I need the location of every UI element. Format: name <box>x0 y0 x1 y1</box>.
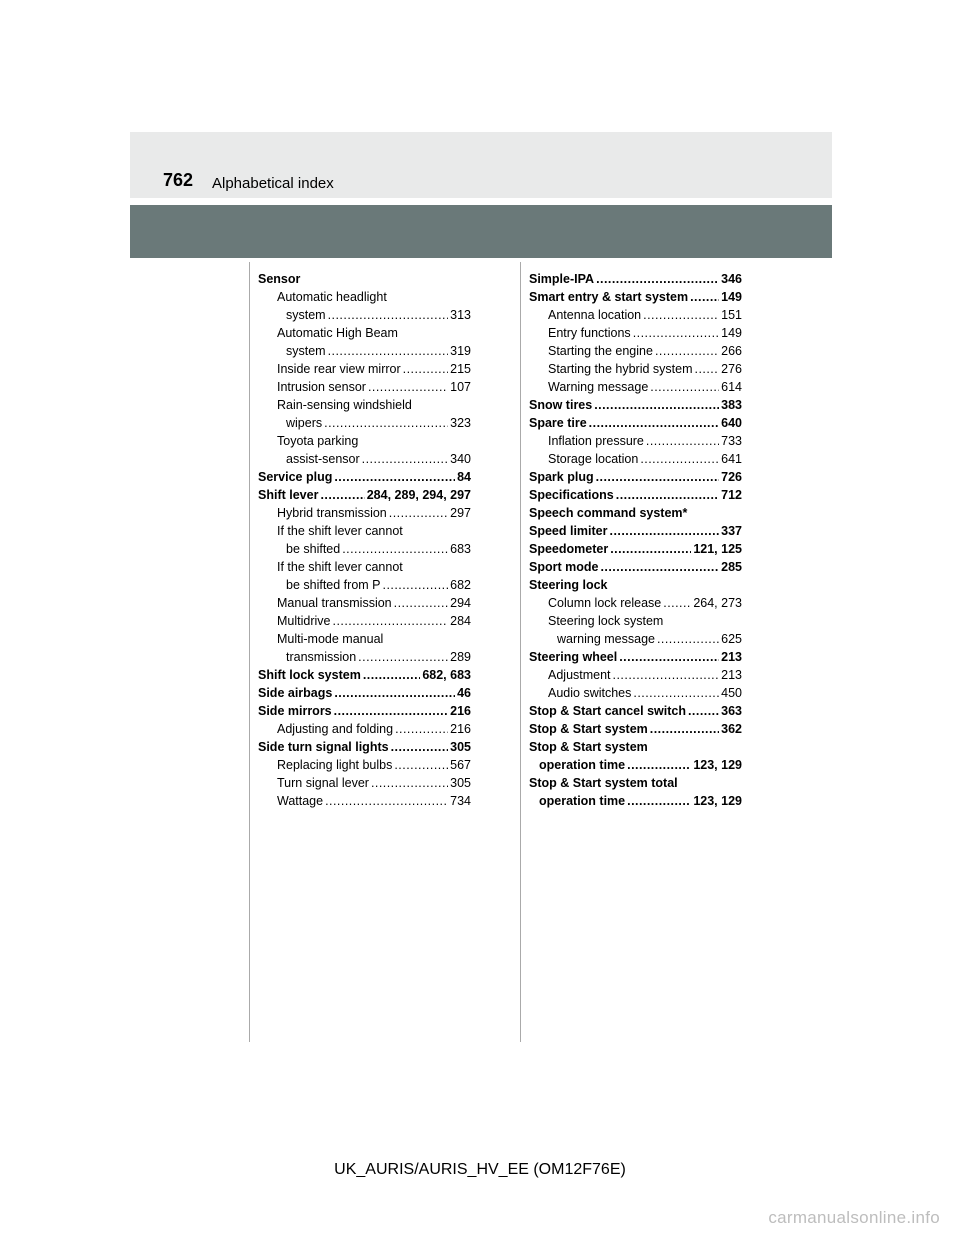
index-column-left <box>258 270 471 810</box>
index-entry <box>529 756 742 774</box>
dot-leader <box>633 684 719 702</box>
index-term: Starting the engine <box>548 344 653 358</box>
index-term: Replacing light bulbs <box>277 758 393 772</box>
index-term: Stop & Start system <box>529 740 648 754</box>
index-entry <box>258 396 471 414</box>
index-term: Stop & Start system total <box>529 776 678 790</box>
index-entry <box>258 630 471 648</box>
page-reference[interactable]: 297 <box>450 506 471 520</box>
dot-leader <box>395 720 448 738</box>
dot-leader <box>328 342 449 360</box>
index-term: warning message <box>557 632 655 646</box>
index-entry <box>258 684 471 702</box>
page-reference[interactable]: 294 <box>450 596 471 610</box>
dot-leader <box>389 504 448 522</box>
page-reference[interactable]: 383 <box>721 398 742 412</box>
index-entry <box>258 576 471 594</box>
index-term: wipers <box>286 416 323 430</box>
index-term: Multi-mode manual <box>277 632 384 646</box>
index-entry <box>529 720 742 738</box>
index-entry <box>529 630 742 648</box>
index-term: Spark plug <box>529 470 594 484</box>
index-entry <box>529 522 742 540</box>
index-term: be shifted <box>286 542 341 556</box>
page-reference[interactable]: 450 <box>721 686 742 700</box>
index-term: Specifications <box>529 488 614 502</box>
dot-leader <box>368 378 448 396</box>
dot-leader <box>342 540 448 558</box>
index-entry <box>529 648 742 666</box>
index-entry <box>258 342 471 360</box>
index-entry <box>529 702 742 720</box>
index-entry <box>529 432 742 450</box>
dot-leader <box>616 486 719 504</box>
index-entry <box>258 432 471 450</box>
dot-leader <box>627 756 691 774</box>
page-reference[interactable]: 313 <box>450 308 471 322</box>
index-term: Sensor <box>258 272 301 286</box>
index-term: system <box>286 344 326 358</box>
index-entry <box>529 666 742 684</box>
index-entry <box>258 288 471 306</box>
page-reference[interactable]: 614 <box>721 380 742 394</box>
index-term: Antenna location <box>548 308 642 322</box>
page-reference[interactable]: 123, 129 <box>693 794 742 808</box>
dot-leader <box>627 792 691 810</box>
index-entry <box>258 414 471 432</box>
page-reference[interactable]: 289 <box>450 650 471 664</box>
index-term: Speech command system* <box>529 506 688 520</box>
index-term: Sport mode <box>529 560 599 574</box>
dot-leader <box>324 414 448 432</box>
index-entry <box>529 486 742 504</box>
dot-leader <box>371 774 448 792</box>
page-title: Alphabetical index <box>212 175 334 192</box>
index-entry <box>529 738 742 756</box>
index-term: Storage location <box>548 452 639 466</box>
index-term: Manual transmission <box>277 596 392 610</box>
page-reference[interactable]: 362 <box>721 722 742 736</box>
index-term: Automatic headlight <box>277 290 387 304</box>
page-reference[interactable]: 641 <box>721 452 742 466</box>
index-entry <box>258 468 471 486</box>
page-reference[interactable]: 683 <box>450 542 471 556</box>
index-term: Rain-sensing windshield <box>277 398 412 412</box>
dot-leader <box>320 486 364 504</box>
index-term: Stop & Start system <box>529 722 648 736</box>
index-term: Hybrid transmission <box>277 506 387 520</box>
index-entry <box>258 270 471 288</box>
index-entry <box>529 612 742 630</box>
page-reference[interactable]: 305 <box>450 740 471 754</box>
index-term: If the shift lever cannot <box>277 560 403 574</box>
index-term: Intrusion sensor <box>277 380 366 394</box>
index-entry <box>258 792 471 810</box>
index-entry <box>529 594 742 612</box>
index-entry <box>529 360 742 378</box>
page-reference[interactable]: 215 <box>450 362 471 376</box>
page-reference[interactable]: 123, 129 <box>693 758 742 772</box>
index-entry <box>529 558 742 576</box>
dot-leader <box>334 468 455 486</box>
index-entry <box>529 576 742 594</box>
index-entry <box>529 378 742 396</box>
page-reference[interactable]: 682, 683 <box>422 668 471 682</box>
index-entry <box>529 504 742 522</box>
index-term: Shift lock system <box>258 668 361 682</box>
index-entry <box>529 684 742 702</box>
index-entry <box>258 504 471 522</box>
page-reference[interactable]: 266 <box>721 344 742 358</box>
page-reference[interactable]: 216 <box>450 722 471 736</box>
index-entry <box>529 270 742 288</box>
index-term: Simple-IPA <box>529 272 595 286</box>
index-term: Speed limiter <box>529 524 608 538</box>
index-term: Steering wheel <box>529 650 618 664</box>
page-reference[interactable]: 305 <box>450 776 471 790</box>
index-term: Side turn signal lights <box>258 740 389 754</box>
dot-leader <box>690 288 719 306</box>
dot-leader <box>363 666 421 684</box>
index-entry <box>258 486 471 504</box>
dot-leader <box>589 414 719 432</box>
dot-leader <box>619 648 719 666</box>
index-entry <box>258 774 471 792</box>
index-term: Multidrive <box>277 614 331 628</box>
index-term: Audio switches <box>548 686 632 700</box>
page-reference[interactable]: 567 <box>450 758 471 772</box>
index-entry <box>529 396 742 414</box>
dot-leader <box>613 666 720 684</box>
page-reference[interactable]: 276 <box>721 362 742 376</box>
page-reference[interactable]: 121, 125 <box>693 542 742 556</box>
page-reference[interactable]: 625 <box>721 632 742 646</box>
page-reference[interactable]: 319 <box>450 344 471 358</box>
page-reference[interactable]: 346 <box>721 272 742 286</box>
index-term: Smart entry & start system <box>529 290 689 304</box>
dot-leader <box>650 378 719 396</box>
dot-leader <box>650 720 719 738</box>
index-term: Service plug <box>258 470 333 484</box>
index-entry <box>258 324 471 342</box>
dot-leader <box>403 360 449 378</box>
index-term: Speedometer <box>529 542 609 556</box>
page-reference[interactable]: 264, 273 <box>693 596 742 610</box>
index-column-right <box>529 270 742 810</box>
index-term: operation time <box>539 758 626 772</box>
index-term: Inside rear view mirror <box>277 362 401 376</box>
index-term: Side mirrors <box>258 704 332 718</box>
dot-leader <box>695 360 720 378</box>
dot-leader <box>633 324 719 342</box>
index-entry <box>529 414 742 432</box>
index-term: Warning message <box>548 380 649 394</box>
dot-leader <box>688 702 719 720</box>
left-column-divider <box>249 262 250 1042</box>
index-term: system <box>286 308 326 322</box>
page-reference[interactable]: 216 <box>450 704 471 718</box>
page-reference[interactable]: 733 <box>721 434 742 448</box>
dot-leader <box>325 792 448 810</box>
page-reference[interactable]: 107 <box>450 380 471 394</box>
index-entry <box>529 342 742 360</box>
page-reference[interactable]: 46 <box>457 686 471 700</box>
index-term: Shift lever <box>258 488 319 502</box>
page-reference[interactable]: 151 <box>721 308 742 322</box>
index-entry <box>529 468 742 486</box>
page-reference[interactable]: 726 <box>721 470 742 484</box>
index-term: Stop & Start cancel switch <box>529 704 686 718</box>
index-term: Steering lock system <box>548 614 664 628</box>
index-entry <box>529 306 742 324</box>
model-code-footer: UK_AURIS/AURIS_HV_EE (OM12F76E) <box>334 1161 626 1178</box>
page-reference[interactable]: 337 <box>721 524 742 538</box>
index-entry <box>258 378 471 396</box>
index-entry <box>258 306 471 324</box>
dot-leader <box>655 342 719 360</box>
dot-leader <box>610 540 691 558</box>
index-entry <box>529 540 742 558</box>
page-reference[interactable]: 285 <box>721 560 742 574</box>
index-term: Adjustment <box>548 668 611 682</box>
watermark: carmanualsonline.info <box>768 1208 940 1227</box>
index-term: Column lock release <box>548 596 662 610</box>
index-entry <box>258 738 471 756</box>
page-reference[interactable]: 213 <box>721 650 742 664</box>
index-entry <box>258 702 471 720</box>
page-reference[interactable]: 284 <box>450 614 471 628</box>
page-reference[interactable]: 84 <box>457 470 471 484</box>
index-term: Snow tires <box>529 398 593 412</box>
index-term: Wattage <box>277 794 324 808</box>
dot-leader <box>657 630 719 648</box>
index-entry <box>258 558 471 576</box>
dot-leader <box>640 450 719 468</box>
dot-leader <box>663 594 691 612</box>
section-band <box>130 205 832 258</box>
page-reference[interactable]: 712 <box>721 488 742 502</box>
index-term: operation time <box>539 794 626 808</box>
dot-leader <box>383 576 449 594</box>
dot-leader <box>643 306 719 324</box>
index-term: Entry functions <box>548 326 631 340</box>
index-term: Spare tire <box>529 416 587 430</box>
page-reference[interactable]: 284, 289, 294, 297 <box>366 488 471 502</box>
page-reference[interactable]: 363 <box>721 704 742 718</box>
index-term: If the shift lever cannot <box>277 524 403 538</box>
dot-leader <box>358 648 448 666</box>
index-entry <box>258 648 471 666</box>
dot-leader <box>334 702 449 720</box>
dot-leader <box>394 756 448 774</box>
dot-leader <box>394 594 449 612</box>
dot-leader <box>328 306 449 324</box>
index-entry <box>258 522 471 540</box>
index-entry <box>529 324 742 342</box>
index-term: Adjusting and folding <box>277 722 394 736</box>
dot-leader <box>596 270 719 288</box>
dot-leader <box>334 684 455 702</box>
index-term: Turn signal lever <box>277 776 369 790</box>
dot-leader <box>600 558 719 576</box>
index-entry <box>529 792 742 810</box>
right-column-divider <box>520 262 521 1042</box>
page-number: 762 <box>163 170 194 190</box>
dot-leader <box>646 432 719 450</box>
page-reference[interactable]: 340 <box>450 452 471 466</box>
index-entry <box>258 594 471 612</box>
page-reference[interactable]: 213 <box>721 668 742 682</box>
index-term: Starting the hybrid system <box>548 362 693 376</box>
index-entry <box>258 720 471 738</box>
page-reference[interactable]: 149 <box>721 326 742 340</box>
dot-leader <box>594 396 719 414</box>
index-term: Side airbags <box>258 686 333 700</box>
index-term: Toyota parking <box>277 434 359 448</box>
page-reference[interactable]: 640 <box>721 416 742 430</box>
index-entry <box>258 612 471 630</box>
index-term: be shifted from P <box>286 578 381 592</box>
page-reference[interactable]: 323 <box>450 416 471 430</box>
page-reference[interactable]: 149 <box>721 290 742 304</box>
index-entry <box>258 360 471 378</box>
index-term: assist-sensor <box>286 452 360 466</box>
index-entry <box>529 450 742 468</box>
index-entry <box>258 450 471 468</box>
dot-leader <box>362 450 449 468</box>
index-term: Automatic High Beam <box>277 326 398 340</box>
index-entry <box>529 774 742 792</box>
index-term: transmission <box>286 650 357 664</box>
index-entry <box>529 288 742 306</box>
dot-leader <box>391 738 449 756</box>
dot-leader <box>596 468 720 486</box>
dot-leader <box>610 522 720 540</box>
index-term: Inflation pressure <box>548 434 644 448</box>
index-entry <box>258 540 471 558</box>
page-reference[interactable]: 734 <box>450 794 471 808</box>
dot-leader <box>333 612 449 630</box>
index-entry <box>258 756 471 774</box>
index-entry <box>258 666 471 684</box>
page-reference[interactable]: 682 <box>450 578 471 592</box>
index-term: Steering lock <box>529 578 608 592</box>
